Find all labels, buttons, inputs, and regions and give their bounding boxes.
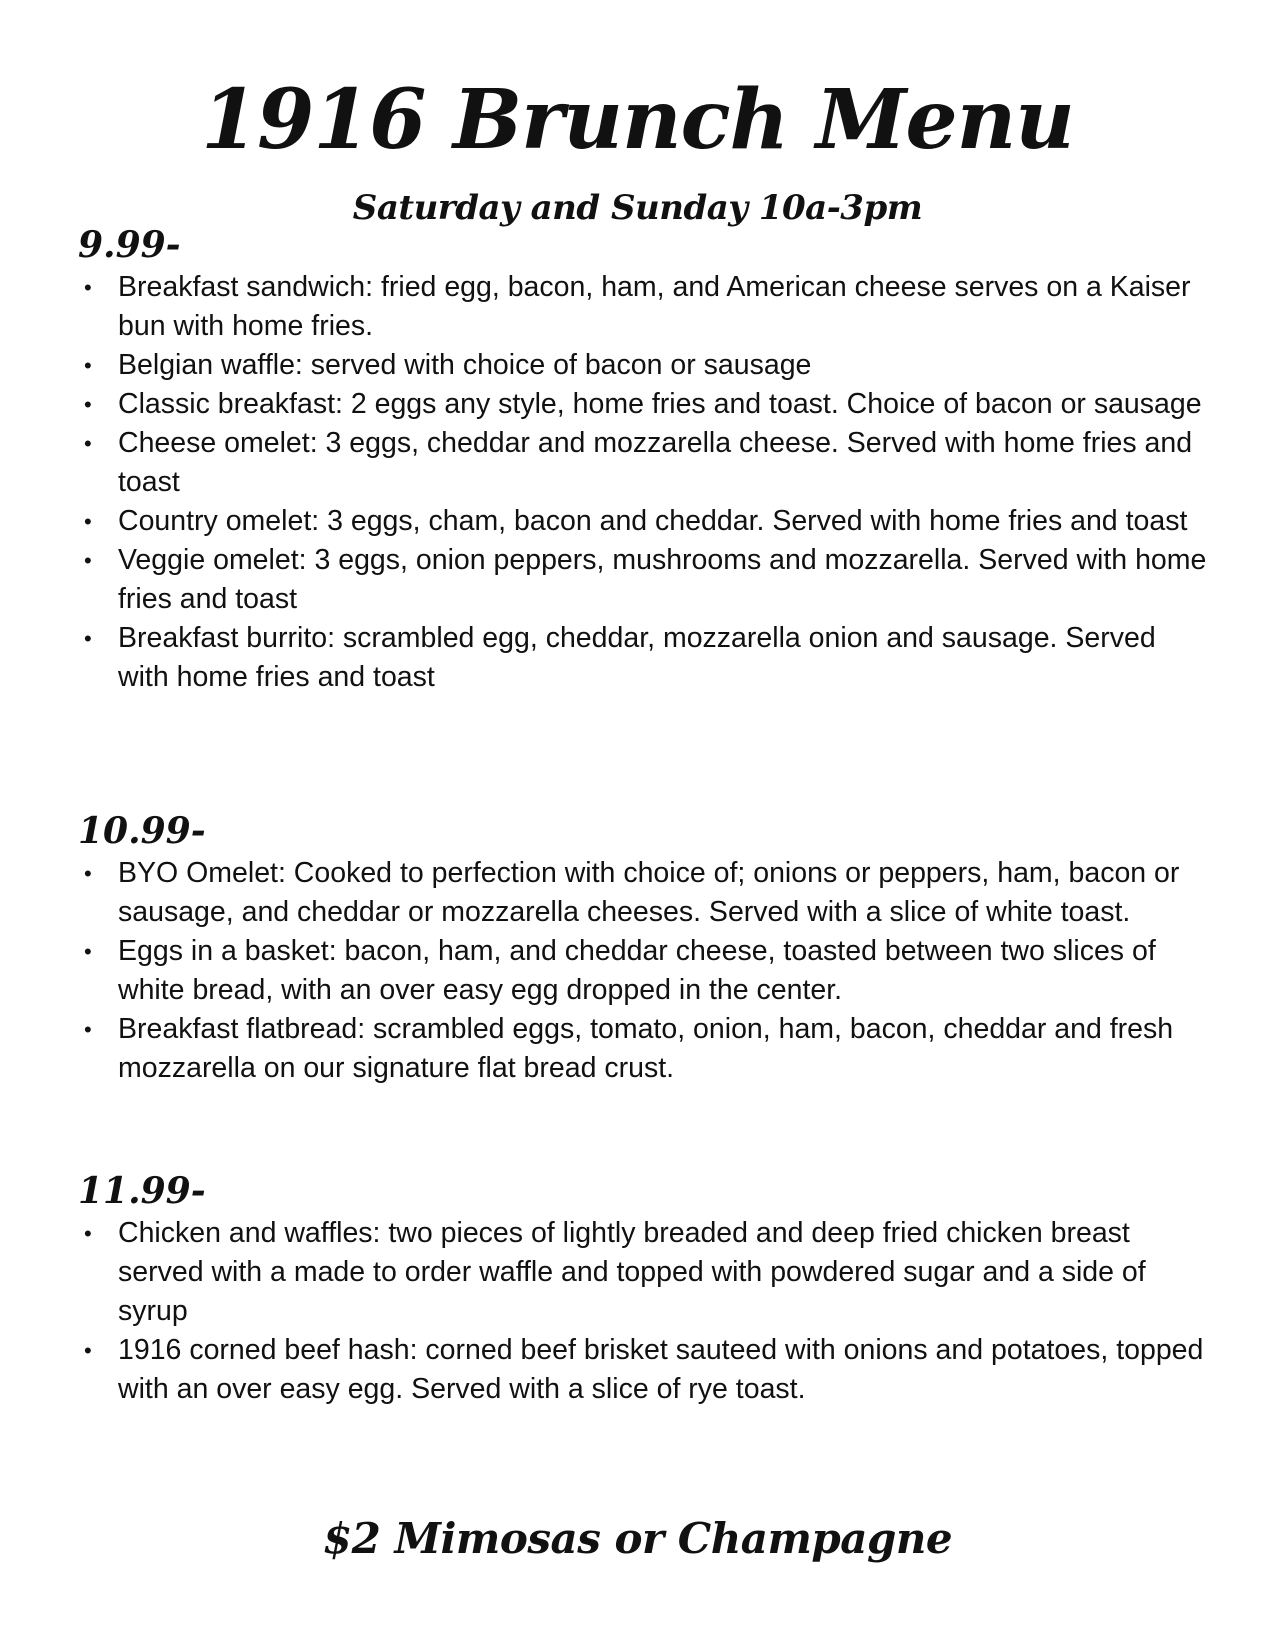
menu-item-text: Cheese omelet: 3 eggs, cheddar and mozzarella cheese. Served with home fries and toast xyxy=(118,427,1193,498)
menu-hours: Saturday and Sunday 10a-3pm xyxy=(352,188,923,228)
menu-item xyxy=(78,346,1208,385)
menu-item-text: Breakfast flatbread: scrambled eggs, tomato, onion, ham, bacon, cheddar and fresh mozzarella on our signature flat bread crust. xyxy=(118,1013,1174,1084)
bullet-icon: • xyxy=(84,861,92,886)
menu-title: 1916 Brunch Menu xyxy=(201,72,1074,168)
menu-item xyxy=(78,1331,1208,1409)
menu-item-text: Belgian waffle: served with choice of bacon or sausage xyxy=(118,349,812,381)
section-price: 11.99- xyxy=(78,1170,206,1212)
menu-item xyxy=(78,854,1208,932)
price-section-9-99 xyxy=(78,222,1208,697)
price-section-10-99 xyxy=(78,808,1208,1088)
menu-item xyxy=(78,424,1208,502)
section-price: 9.99- xyxy=(78,224,181,266)
menu-item xyxy=(78,502,1208,541)
bullet-icon: • xyxy=(84,431,92,456)
bullet-icon: • xyxy=(84,939,92,964)
menu-item-text: Breakfast sandwich: fried egg, bacon, ham, and American cheese serves on a Kaiser bun with home fries. xyxy=(118,271,1191,342)
bullet-icon: • xyxy=(84,509,92,534)
menu-item xyxy=(78,268,1208,346)
drink-special: $2 Mimosas or Champagne xyxy=(322,1514,953,1563)
bullet-icon: • xyxy=(84,353,92,378)
menu-item-text: BYO Omelet: Cooked to perfection with choice of; onions or peppers, ham, bacon or sausage, and cheddar or mozzarella cheeses. Served with a slice of white toast. xyxy=(118,857,1180,928)
menu-item-text: Veggie omelet: 3 eggs, onion peppers, mushrooms and mozzarella. Served with home fries and toast xyxy=(118,544,1207,615)
bullet-icon: • xyxy=(84,392,92,417)
price-section-11-99 xyxy=(78,1168,1208,1409)
section-price: 10.99- xyxy=(78,810,206,852)
menu-item-text: Country omelet: 3 eggs, cham, bacon and cheddar. Served with home fries and toast xyxy=(118,505,1188,537)
menu-item xyxy=(78,541,1208,619)
menu-item-text: 1916 corned beef hash: corned beef brisket sauteed with onions and potatoes, topped with an over easy egg. Served with a slice of rye toast. xyxy=(118,1334,1204,1405)
menu-item-text: Chicken and waffles: two pieces of lightly breaded and deep fried chicken breast served with a made to order waffle and topped with powdered sugar and a side of syrup xyxy=(118,1217,1146,1327)
menu-item xyxy=(78,1214,1208,1331)
menu-item xyxy=(78,619,1208,697)
menu-item xyxy=(78,1010,1208,1088)
menu-item xyxy=(78,932,1208,1010)
menu-item xyxy=(78,385,1208,424)
menu-item-text: Breakfast burrito: scrambled egg, cheddar, mozzarella onion and sausage. Served with home fries and toast xyxy=(118,622,1156,693)
menu-item-list xyxy=(78,1214,1208,1409)
menu-item-text: Eggs in a basket: bacon, ham, and cheddar cheese, toasted between two slices of white bread, with an over easy egg dropped in the center. xyxy=(118,935,1156,1006)
bullet-icon: • xyxy=(84,275,92,300)
menu-item-text: Classic breakfast: 2 eggs any style, home fries and toast. Choice of bacon or sausage xyxy=(118,388,1202,420)
menu-item-list xyxy=(78,854,1208,1088)
bullet-icon: • xyxy=(84,548,92,573)
bullet-icon: • xyxy=(84,1338,92,1363)
bullet-icon: • xyxy=(84,1017,92,1042)
bullet-icon: • xyxy=(84,626,92,651)
menu-item-list xyxy=(78,268,1208,697)
bullet-icon: • xyxy=(84,1221,92,1246)
